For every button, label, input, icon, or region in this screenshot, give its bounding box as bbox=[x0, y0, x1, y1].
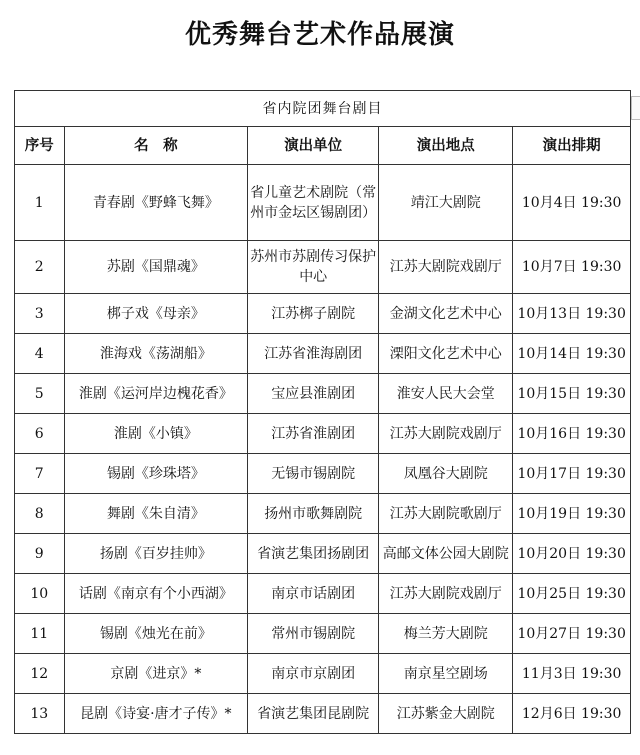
cell-no: 1 bbox=[15, 165, 65, 241]
cell-name: 锡剧《烛光在前》 bbox=[64, 614, 248, 654]
cell-name: 淮海戏《荡湖船》 bbox=[64, 334, 248, 374]
cell-venue: 江苏大剧院戏剧厅 bbox=[379, 241, 513, 294]
cell-date: 10月19日 19:30 bbox=[513, 494, 631, 534]
column-header-org: 演出单位 bbox=[248, 127, 379, 165]
cell-venue: 高邮文体公园大剧院 bbox=[379, 534, 513, 574]
cell-org: 省演艺集团昆剧院 bbox=[248, 694, 379, 734]
cell-org: 苏州市苏剧传习保护中心 bbox=[248, 241, 379, 294]
cell-venue: 溧阳文化艺术中心 bbox=[379, 334, 513, 374]
cell-date: 12月6日 19:30 bbox=[513, 694, 631, 734]
cell-name: 淮剧《运河岸边槐花香》 bbox=[64, 374, 248, 414]
cell-no: 13 bbox=[15, 694, 65, 734]
cell-org: 江苏省淮海剧团 bbox=[248, 334, 379, 374]
cell-venue: 金湖文化艺术中心 bbox=[379, 294, 513, 334]
column-header-date: 演出排期 bbox=[513, 127, 631, 165]
cell-no: 7 bbox=[15, 454, 65, 494]
cell-name: 锡剧《珍珠塔》 bbox=[64, 454, 248, 494]
scroll-tab bbox=[631, 96, 640, 120]
cell-no: 8 bbox=[15, 494, 65, 534]
section-caption: 省内院团舞台剧目 bbox=[15, 91, 631, 127]
cell-date: 10月13日 19:30 bbox=[513, 294, 631, 334]
table-row bbox=[15, 614, 631, 654]
cell-date: 10月17日 19:30 bbox=[513, 454, 631, 494]
table-body bbox=[15, 165, 631, 734]
table-row bbox=[15, 334, 631, 374]
column-header-venue: 演出地点 bbox=[379, 127, 513, 165]
cell-name: 青春剧《野蜂飞舞》 bbox=[64, 165, 248, 241]
cell-name: 京剧《进京》* bbox=[64, 654, 248, 694]
cell-no: 12 bbox=[15, 654, 65, 694]
table-header-row bbox=[15, 127, 631, 165]
cell-no: 10 bbox=[15, 574, 65, 614]
table-row bbox=[15, 374, 631, 414]
cell-name: 舞剧《朱自清》 bbox=[64, 494, 248, 534]
cell-org: 省演艺集团扬剧团 bbox=[248, 534, 379, 574]
table-row bbox=[15, 454, 631, 494]
cell-date: 10月16日 19:30 bbox=[513, 414, 631, 454]
cell-date: 11月3日 19:30 bbox=[513, 654, 631, 694]
cell-no: 4 bbox=[15, 334, 65, 374]
table-row bbox=[15, 494, 631, 534]
cell-date: 10月15日 19:30 bbox=[513, 374, 631, 414]
cell-venue: 靖江大剧院 bbox=[379, 165, 513, 241]
column-header-name: 名 称 bbox=[64, 127, 248, 165]
cell-org: 南京市京剧团 bbox=[248, 654, 379, 694]
cell-venue: 江苏紫金大剧院 bbox=[379, 694, 513, 734]
cell-org: 南京市话剧团 bbox=[248, 574, 379, 614]
table-row bbox=[15, 534, 631, 574]
table-row bbox=[15, 574, 631, 614]
cell-venue: 梅兰芳大剧院 bbox=[379, 614, 513, 654]
page-title: 优秀舞台艺术作品展演 bbox=[184, 20, 455, 50]
table-row bbox=[15, 294, 631, 334]
table-row bbox=[15, 654, 631, 694]
cell-name: 梆子戏《母亲》 bbox=[64, 294, 248, 334]
cell-org: 常州市锡剧院 bbox=[248, 614, 379, 654]
cell-org: 扬州市歌舞剧院 bbox=[248, 494, 379, 534]
cell-no: 3 bbox=[15, 294, 65, 334]
cell-name: 昆剧《诗宴·唐才子传》* bbox=[64, 694, 248, 734]
cell-org: 宝应县淮剧团 bbox=[248, 374, 379, 414]
cell-date: 10月20日 19:30 bbox=[513, 534, 631, 574]
column-header-no: 序号 bbox=[15, 127, 65, 165]
cell-date: 10月14日 19:30 bbox=[513, 334, 631, 374]
cell-venue: 江苏大剧院戏剧厅 bbox=[379, 414, 513, 454]
table-row bbox=[15, 414, 631, 454]
cell-org: 江苏梆子剧院 bbox=[248, 294, 379, 334]
schedule-table bbox=[14, 90, 631, 734]
cell-venue: 江苏大剧院戏剧厅 bbox=[379, 574, 513, 614]
cell-org: 省儿童艺术剧院（常州市金坛区锡剧团） bbox=[248, 165, 379, 241]
table-caption-row bbox=[15, 91, 631, 127]
cell-name: 淮剧《小镇》 bbox=[64, 414, 248, 454]
cell-no: 9 bbox=[15, 534, 65, 574]
cell-no: 6 bbox=[15, 414, 65, 454]
cell-date: 10月27日 19:30 bbox=[513, 614, 631, 654]
cell-no: 2 bbox=[15, 241, 65, 294]
cell-org: 江苏省淮剧团 bbox=[248, 414, 379, 454]
cell-name: 扬剧《百岁挂帅》 bbox=[64, 534, 248, 574]
table-row bbox=[15, 694, 631, 734]
cell-name: 苏剧《国鼎魂》 bbox=[64, 241, 248, 294]
table-row bbox=[15, 165, 631, 241]
cell-name: 话剧《南京有个小西湖》 bbox=[64, 574, 248, 614]
cell-venue: 淮安人民大会堂 bbox=[379, 374, 513, 414]
cell-no: 5 bbox=[15, 374, 65, 414]
cell-venue: 南京星空剧场 bbox=[379, 654, 513, 694]
cell-venue: 江苏大剧院歌剧厅 bbox=[379, 494, 513, 534]
cell-no: 11 bbox=[15, 614, 65, 654]
cell-date: 10月4日 19:30 bbox=[513, 165, 631, 241]
table-row bbox=[15, 241, 631, 294]
cell-venue: 凤凰谷大剧院 bbox=[379, 454, 513, 494]
cell-org: 无锡市锡剧院 bbox=[248, 454, 379, 494]
cell-date: 10月7日 19:30 bbox=[513, 241, 631, 294]
cell-date: 10月25日 19:30 bbox=[513, 574, 631, 614]
